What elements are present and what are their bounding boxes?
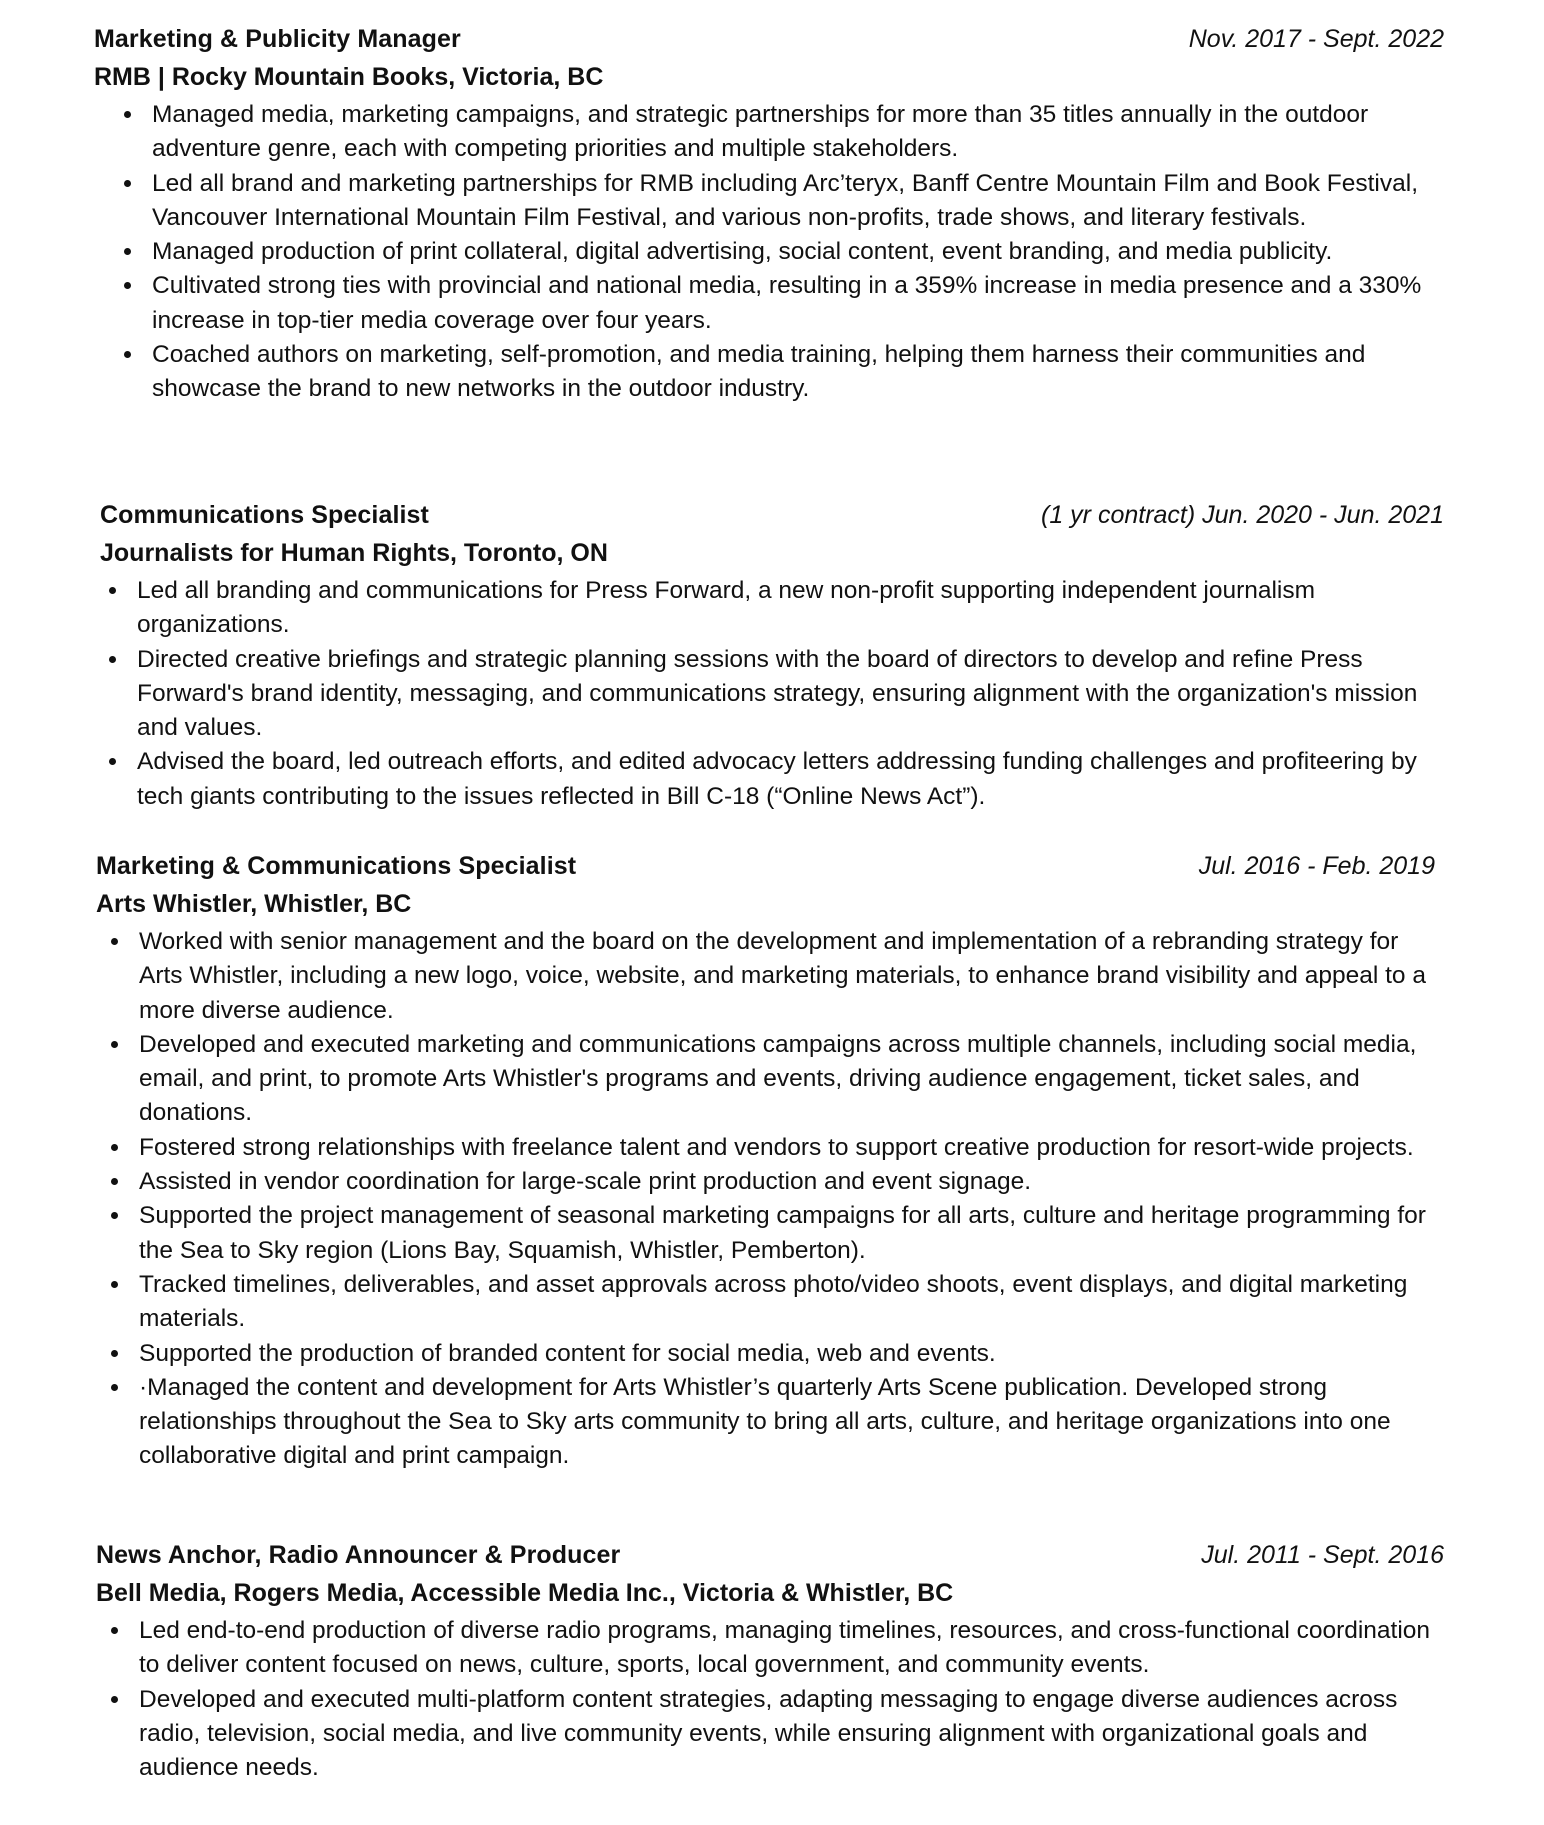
job-organization: Arts Whistler, Whistler, BC — [96, 890, 412, 918]
bullet-item: Developed and executed marketing and communications campaigns across multiple channels, including social media, email, and print, to promote Arts Whistler's programs and events, driving audience engagement, ticket sales, and donations. — [139, 1028, 1435, 1131]
job-header — [96, 1536, 1444, 1574]
job-title: Marketing & Publicity Manager — [94, 25, 461, 53]
job-entry-media — [96, 1536, 1444, 1785]
job-bullet-list — [100, 574, 1444, 814]
bullet-item: Led all branding and communications for Press Forward, a new non-profit supporting independent journalism organizations. — [137, 574, 1444, 643]
bullet-item: Coached authors on marketing, self-promotion, and media training, helping them harness their communities and showcase the brand to new networks in the outdoor industry. — [152, 338, 1444, 407]
job-header — [100, 496, 1444, 534]
job-title: Marketing & Communications Specialist — [96, 852, 577, 880]
bullet-item: Led all brand and marketing partnerships for RMB including Arc’teryx, Banff Centre Mountain Film and Book Festival, Vancouver International Mountain Film Festival, and various non-profits, trade shows, and literary festivals. — [152, 167, 1444, 236]
job-header — [96, 847, 1435, 885]
job-title: Communications Specialist — [100, 501, 429, 529]
bullet-item: Supported the project management of seasonal marketing campaigns for all arts, culture and heritage programming for the Sea to Sky region (Lions Bay, Squamish, Whistler, Pemberton). — [139, 1199, 1435, 1268]
bullet-item: Fostered strong relationships with freelance talent and vendors to support creative production for resort-wide projects. — [139, 1131, 1435, 1165]
bullet-item: Assisted in vendor coordination for large-scale print production and event signage. — [139, 1165, 1435, 1199]
bullet-item: Worked with senior management and the board on the development and implementation of a rebranding strategy for Arts Whistler, including a new logo, voice, website, and marketing materials, to enhance brand visibility and appeal to a more diverse audience. — [139, 925, 1435, 1028]
bullet-item: Developed and executed multi-platform content strategies, adapting messaging to engage diverse audiences across radio, television, social media, and live community events, while ensuring alignment with organizational goals and audience needs. — [139, 1683, 1444, 1786]
job-organization: Bell Media, Rogers Media, Accessible Media Inc., Victoria & Whistler, BC — [96, 1579, 954, 1607]
job-dates: Jul. 2016 - Feb. 2019 — [1198, 852, 1435, 880]
bullet-item: Managed media, marketing campaigns, and strategic partnerships for more than 35 titles annually in the outdoor adventure genre, each with competing priorities and multiple stakeholders. — [152, 98, 1444, 167]
job-dates: (1 yr contract) Jun. 2020 - Jun. 2021 — [1041, 501, 1444, 529]
job-entry-arts-whistler — [96, 847, 1435, 1474]
bullet-item: Cultivated strong ties with provincial and national media, resulting in a 359% increase in media presence and a 330% increase in top-tier media coverage over four years. — [152, 269, 1444, 338]
job-bullet-list — [96, 1614, 1444, 1785]
bullet-item: Supported the production of branded content for social media, web and events. — [139, 1337, 1435, 1371]
bullet-item: Managed production of print collateral, digital advertising, social content, event branding, and media publicity. — [152, 235, 1444, 269]
bullet-item: Advised the board, led outreach efforts, and edited advocacy letters addressing funding challenges and profiteering by tech giants contributing to the issues reflected in Bill C-18 (“Online News Act”). — [137, 745, 1444, 814]
job-organization: RMB | Rocky Mountain Books, Victoria, BC — [94, 63, 604, 91]
job-entry-jhr — [100, 496, 1444, 814]
job-bullet-list — [94, 98, 1444, 407]
bullet-item: ·Managed the content and development for Arts Whistler’s quarterly Arts Scene publication. Developed strong relationships throughout the Sea to Sky arts community to bring all arts, culture, and heritage organizations into one collaborative digital and print campaign. — [139, 1371, 1435, 1474]
bullet-item: Directed creative briefings and strategic planning sessions with the board of directors to develop and refine Press Forward's brand identity, messaging, and communications strategy, ensuring alignment with the organization's mission and values. — [137, 643, 1444, 746]
job-bullet-list — [96, 925, 1435, 1474]
job-organization: Journalists for Human Rights, Toronto, ON — [100, 539, 608, 567]
job-dates: Nov. 2017 - Sept. 2022 — [1188, 25, 1444, 53]
job-dates: Jul. 2011 - Sept. 2016 — [1201, 1541, 1444, 1569]
bullet-item: Led end-to-end production of diverse radio programs, managing timelines, resources, and cross-functional coordination to deliver content focused on news, culture, sports, local government, and community events. — [139, 1614, 1444, 1683]
job-entry-rmb — [94, 20, 1444, 407]
job-header — [94, 20, 1444, 58]
job-title: News Anchor, Radio Announcer & Producer — [96, 1541, 621, 1569]
bullet-item: Tracked timelines, deliverables, and asset approvals across photo/video shoots, event displays, and digital marketing materials. — [139, 1268, 1435, 1337]
